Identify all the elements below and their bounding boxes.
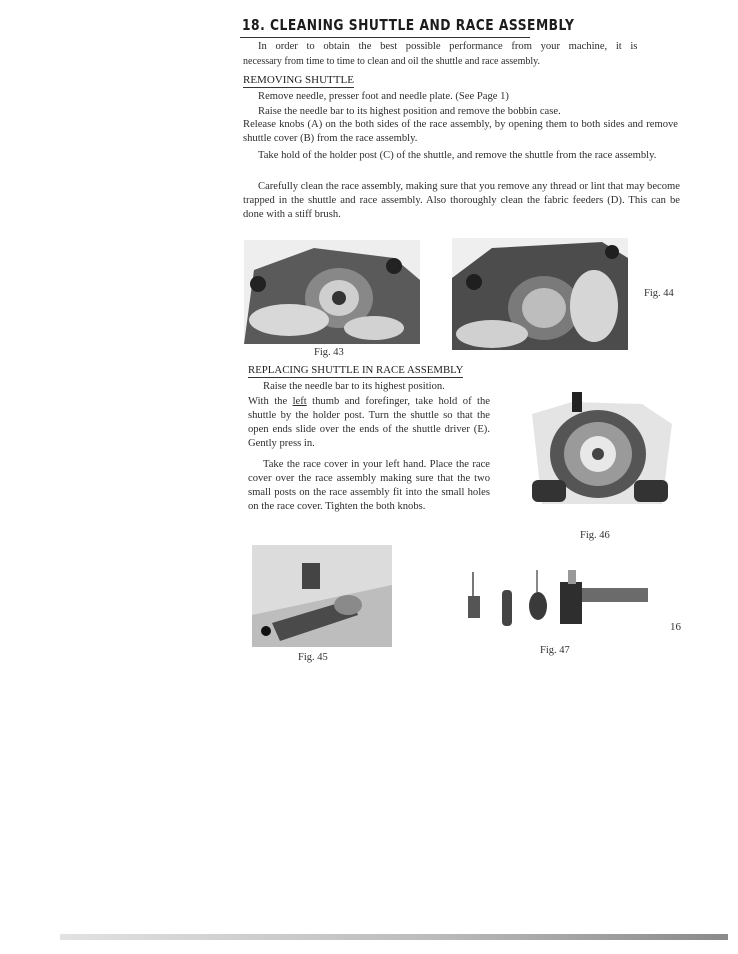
bottom-scan-edge	[60, 934, 728, 940]
fig-45-photo	[252, 545, 392, 647]
fig-47-photo	[464, 566, 654, 632]
removing-step-4: Take hold of the holder post (C) of the shuttle, and remove the shuttle from the race assembly.	[258, 150, 657, 161]
fig-45-caption: Fig. 45	[298, 652, 328, 663]
removing-shuttle-title: REMOVING SHUTTLE	[243, 74, 354, 86]
page-number: 16	[670, 621, 681, 633]
fig-43-photo	[244, 240, 420, 344]
replacing-shuttle-title: REPLACING SHUTTLE IN RACE ASSEMBLY	[248, 364, 464, 376]
fig-46-photo	[512, 384, 682, 520]
fig-47-caption: Fig. 47	[540, 645, 570, 656]
heading-underline	[240, 37, 530, 38]
intro-line-1: In order to obtain the best possible performance from your machine, it is	[258, 41, 638, 52]
fig-46-caption: Fig. 46	[580, 530, 610, 541]
fig-43-caption: Fig. 43	[314, 347, 344, 358]
replacing-step-1: Raise the needle bar to its highest position.	[263, 381, 445, 392]
section-heading: 18. CLEANING SHUTTLE AND RACE ASSEMBLY	[242, 16, 575, 34]
replacing-step-3: Take the race cover in your left hand. Place the race cover over the race assembly making sure that the two small posts on the race assembly fit into the small holes on the race cover. Tighten the both knobs.	[248, 459, 490, 512]
removing-step-3: Release knobs (A) on the both sides of the race assembly, by opening them to both sides and remove shuttle cover (B) from the race assembly.	[243, 119, 678, 144]
replacing-step-2: With the left thumb and forefinger, take hold of the shuttle by the holder post. Turn the shuttle so that the open ends slide over the ends of the shuttle driver (E). Gently press in.	[248, 396, 490, 449]
removing-step-2: Raise the needle bar to its highest position and remove the bobbin case.	[258, 106, 561, 117]
fig-44-caption: Fig. 44	[644, 288, 674, 299]
removing-step-5: Carefully clean the race assembly, making sure that you remove any thread or lint that may become trapped in the shuttle and race assembly. Also thoroughly clean the fabric feeders (D). This can be done with a stiff brush.	[243, 181, 680, 220]
fig-44-photo	[452, 238, 628, 350]
intro-line-2: necessary from time to time to clean and oil the shuttle and race assembly.	[243, 56, 541, 67]
removing-step-1: Remove needle, presser foot and needle plate. (See Page 1)	[258, 91, 509, 102]
